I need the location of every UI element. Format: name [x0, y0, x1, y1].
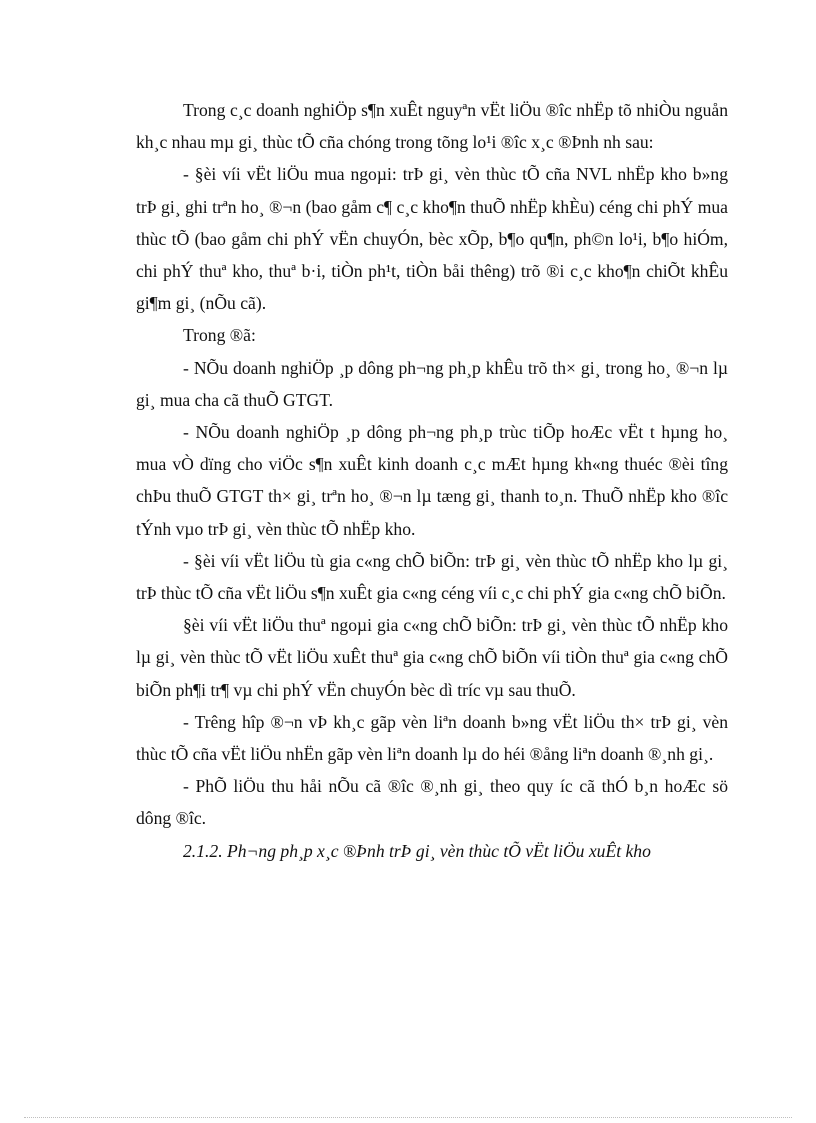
paragraph-6: - §èi víi vËt liÖu tù gia c«ng chÕ biÕn: trÞ gi¸ vèn thùc tÕ nhËp kho lµ gi¸ trÞ thùc tÕ cña vËt liÖu s¶n xuÊt gia c«ng céng víi c¸c chi phÝ gia c«ng chÕ biÕn.: [136, 550, 728, 604]
paragraph-9: - PhÕ liÖu thu håi nÕu cã ®îc ®¸nh gi¸ theo quy íc cã thÓ b¸n hoÆc sö dông ®îc.: [136, 776, 728, 829]
paragraph-1: Trong c¸c doanh nghiÖp s¶n xuÊt nguyªn vËt liÖu ®îc nhËp tõ nhiÒu nguån kh¸c nhau mµ gi¸ thùc tÕ cña chóng trong tõng lo¹i ®îc x¸c ®Þnh nh sau:: [136, 100, 728, 153]
document-body: [136, 94, 728, 867]
paragraph-7: §èi víi vËt liÖu thuª ngoµi gia c«ng chÕ biÕn: trÞ gi¸ vèn thùc tÕ nhËp kho lµ gi¸ vèn thùc tÕ vËt liÖu xuÊt thuª gia c«ng chÕ biÕn víi tiÒn thuª gia c«ng chÕ biÕn ph¶i tr¶ vµ chi phÝ vËn chuyÓn bèc dì tríc vµ sau thuÕ.: [136, 615, 728, 700]
page-bottom-divider: [24, 1117, 792, 1118]
paragraph-2: - §èi víi vËt liÖu mua ngoµi: trÞ gi¸ vèn thùc tÕ cña NVL nhËp kho b»ng trÞ gi¸ ghi trªn ho¸ ®¬n (bao gåm c¶ c¸c kho¶n thuÕ nhËp khÈu) céng chi phÝ mua thùc tÕ (bao gåm chi phÝ vËn chuyÓn, bèc xÕp, b¶o qu¶n, ph©n lo¹i, b¶o hiÓm, chi phÝ thuª kho, thuª b·i, tiÒn ph¹t, tiÒn båi thêng) trõ ®i c¸c kho¶n chiÕt khÊu gi¶m gi¸ (nÕu cã).: [136, 164, 728, 314]
paragraph-3: Trong ®ã:: [183, 325, 256, 346]
section-heading: 2.1.2. Ph¬ng ph¸p x¸c ®Þnh trÞ gi¸ vèn thùc tÕ vËt liÖu xuÊt kho: [183, 840, 651, 861]
paragraph-5: - NÕu doanh nghiÖp ¸p dông ph¬ng ph¸p trùc tiÕp hoÆc vËt t hµng ho¸ mua vÒ dïng cho viÖc s¶n xuÊt kinh doanh c¸c mÆt hµng kh«ng thuéc ®èi tîng chÞu thuÕ GTGT th× gi¸ trªn ho¸ ®¬n lµ tæng gi¸ thanh to¸n. ThuÕ nhËp kho ®îc tÝnh vµo trÞ gi¸ vèn thùc tÕ nhËp kho.: [136, 422, 728, 539]
paragraph-8: - Trêng hîp ®¬n vÞ kh¸c gãp vèn liªn doanh b»ng vËt liÖu th× trÞ gi¸ vèn thùc tÕ cña vËt liÖu nhËn gãp vèn liªn doanh lµ do héi ®ång liªn doanh ®¸nh gi¸.: [136, 711, 728, 765]
paragraph-4: - NÕu doanh nghiÖp ¸p dông ph¬ng ph¸p khÊu trõ th× gi¸ trong ho¸ ®¬n lµ gi¸ mua cha cã thuÕ GTGT.: [136, 357, 728, 410]
